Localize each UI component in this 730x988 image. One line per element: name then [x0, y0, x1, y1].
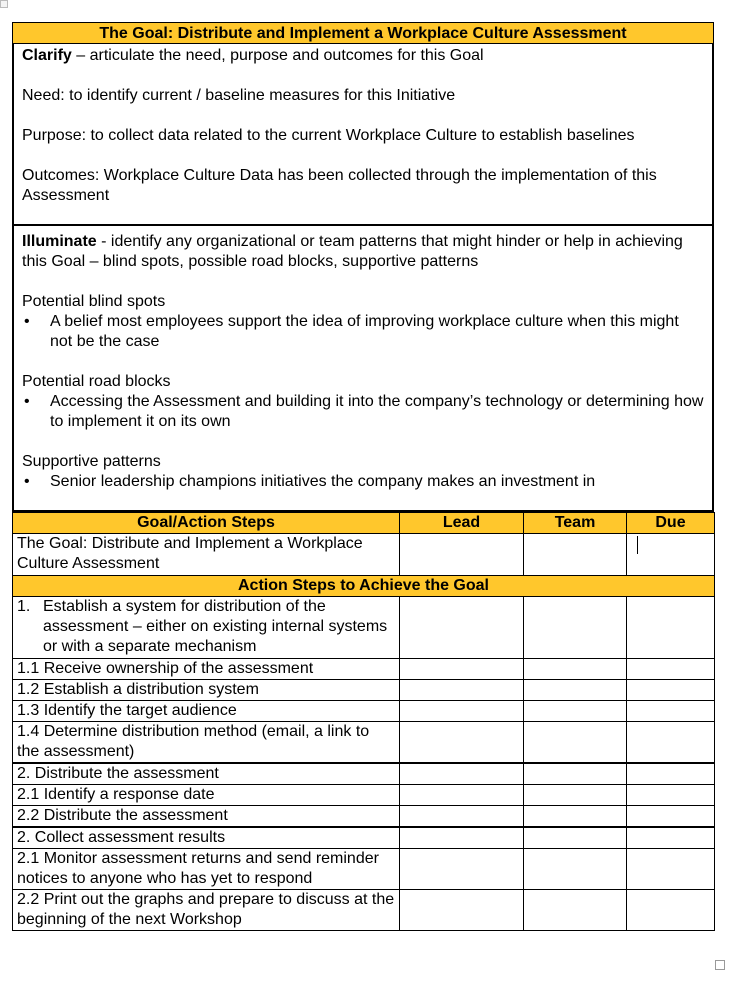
illuminate-intro: Illuminate - identify any organizational or team patterns that might hinder or help in achieving this Goal – blind spots, possible road blocks, supportive patterns — [22, 233, 683, 270]
team-cell[interactable] — [524, 806, 627, 828]
lead-cell[interactable] — [400, 701, 524, 722]
lead-cell[interactable] — [400, 785, 524, 806]
table-row — [13, 849, 715, 890]
blind-spots-heading: Potential blind spots — [22, 293, 166, 310]
due-cell[interactable] — [627, 597, 715, 659]
col-header-due: Due — [627, 513, 715, 534]
table-row — [13, 722, 715, 764]
list-item: • Senior leadership champions initiatives the company makes an investment in — [24, 473, 596, 490]
lead-cell[interactable] — [400, 659, 524, 680]
col-header-team: Team — [524, 513, 627, 534]
due-cell[interactable] — [627, 534, 715, 576]
step-cell: 2.1 Monitor assessment returns and send reminder notices to anyone who has yet to respond — [13, 849, 400, 890]
purpose-text: Purpose: to collect data related to the current Workplace Culture to establish baselines — [22, 127, 635, 144]
lead-cell[interactable] — [400, 806, 524, 828]
team-cell[interactable] — [524, 785, 627, 806]
text-cursor — [637, 536, 638, 554]
need-text: Need: to identify current / baseline measures for this Initiative — [22, 87, 456, 104]
document-page — [12, 22, 714, 931]
lead-cell[interactable] — [400, 680, 524, 701]
team-cell[interactable] — [524, 827, 627, 849]
table-row — [13, 701, 715, 722]
lead-cell[interactable] — [400, 763, 524, 785]
action-steps-table — [12, 512, 715, 931]
due-cell[interactable] — [627, 701, 715, 722]
table-row — [13, 827, 715, 849]
bullet-icon: • — [24, 393, 30, 410]
goal-row-text: The Goal: Distribute and Implement a Workplace Culture Assessment — [13, 534, 400, 576]
lead-cell[interactable] — [400, 722, 524, 764]
clarify-label: Clarify — [22, 47, 72, 64]
list-item: • Accessing the Assessment and building it into the company’s technology or determining how to implement it on its own — [24, 393, 704, 430]
due-cell[interactable] — [627, 722, 715, 764]
table-resize-handle[interactable] — [715, 960, 725, 970]
bullet-icon: • — [24, 313, 30, 330]
step-cell: 1.2 Establish a distribution system — [13, 680, 400, 701]
table-row — [13, 785, 715, 806]
step-cell: 1.3 Identify the target audience — [13, 701, 400, 722]
table-row — [13, 763, 715, 785]
lead-cell[interactable] — [400, 890, 524, 931]
due-cell[interactable] — [627, 680, 715, 701]
team-cell[interactable] — [524, 890, 627, 931]
team-cell[interactable] — [524, 534, 627, 576]
table-move-handle[interactable] — [0, 0, 8, 8]
step-cell: 2.1 Identify a response date — [13, 785, 400, 806]
step-cell: 2. Distribute the assessment — [13, 763, 400, 785]
team-cell[interactable] — [524, 763, 627, 785]
table-row — [13, 680, 715, 701]
table-row — [13, 806, 715, 828]
due-cell[interactable] — [627, 659, 715, 680]
due-cell[interactable] — [627, 763, 715, 785]
lead-cell[interactable] — [400, 534, 524, 576]
due-cell[interactable] — [627, 785, 715, 806]
step-number: 1. — [17, 598, 31, 615]
list-item: • A belief most employees support the idea of improving workplace culture when this might not be the case — [24, 313, 679, 350]
goal-title: The Goal: Distribute and Implement a Workplace Culture Assessment — [12, 22, 714, 44]
table-row — [13, 597, 715, 659]
step-cell: 1. Establish a system for distribution of the assessment – either on existing internal systems or with a separate mechanism — [13, 597, 400, 659]
table-row — [13, 534, 715, 576]
col-header-steps: Goal/Action Steps — [13, 513, 400, 534]
lead-cell[interactable] — [400, 849, 524, 890]
due-cell[interactable] — [627, 806, 715, 828]
step-cell: 2.2 Distribute the assessment — [13, 806, 400, 828]
clarify-intro: Clarify – articulate the need, purpose and outcomes for this Goal — [22, 47, 484, 64]
due-cell[interactable] — [627, 827, 715, 849]
lead-cell[interactable] — [400, 597, 524, 659]
step-cell: 2.2 Print out the graphs and prepare to discuss at the beginning of the next Workshop — [13, 890, 400, 931]
step-cell: 1.1 Receive ownership of the assessment — [13, 659, 400, 680]
team-cell[interactable] — [524, 849, 627, 890]
team-cell[interactable] — [524, 722, 627, 764]
due-cell[interactable] — [627, 890, 715, 931]
lead-cell[interactable] — [400, 827, 524, 849]
team-cell[interactable] — [524, 597, 627, 659]
illuminate-section — [12, 226, 714, 512]
illuminate-label: Illuminate — [22, 233, 97, 250]
step-cell: 1.4 Determine distribution method (email, a link to the assessment) — [13, 722, 400, 764]
step-cell: 2. Collect assessment results — [13, 827, 400, 849]
supportive-heading: Supportive patterns — [22, 453, 161, 470]
table-row — [13, 890, 715, 931]
road-blocks-heading: Potential road blocks — [22, 373, 171, 390]
outcomes-text: Outcomes: Workplace Culture Data has been collected through the implementation of this Assessment — [22, 167, 657, 204]
table-row — [13, 659, 715, 680]
col-header-lead: Lead — [400, 513, 524, 534]
bullet-icon: • — [24, 473, 30, 490]
team-cell[interactable] — [524, 701, 627, 722]
due-cell[interactable] — [627, 849, 715, 890]
action-steps-header: Action Steps to Achieve the Goal — [13, 576, 715, 597]
team-cell[interactable] — [524, 659, 627, 680]
clarify-section — [12, 44, 714, 226]
team-cell[interactable] — [524, 680, 627, 701]
